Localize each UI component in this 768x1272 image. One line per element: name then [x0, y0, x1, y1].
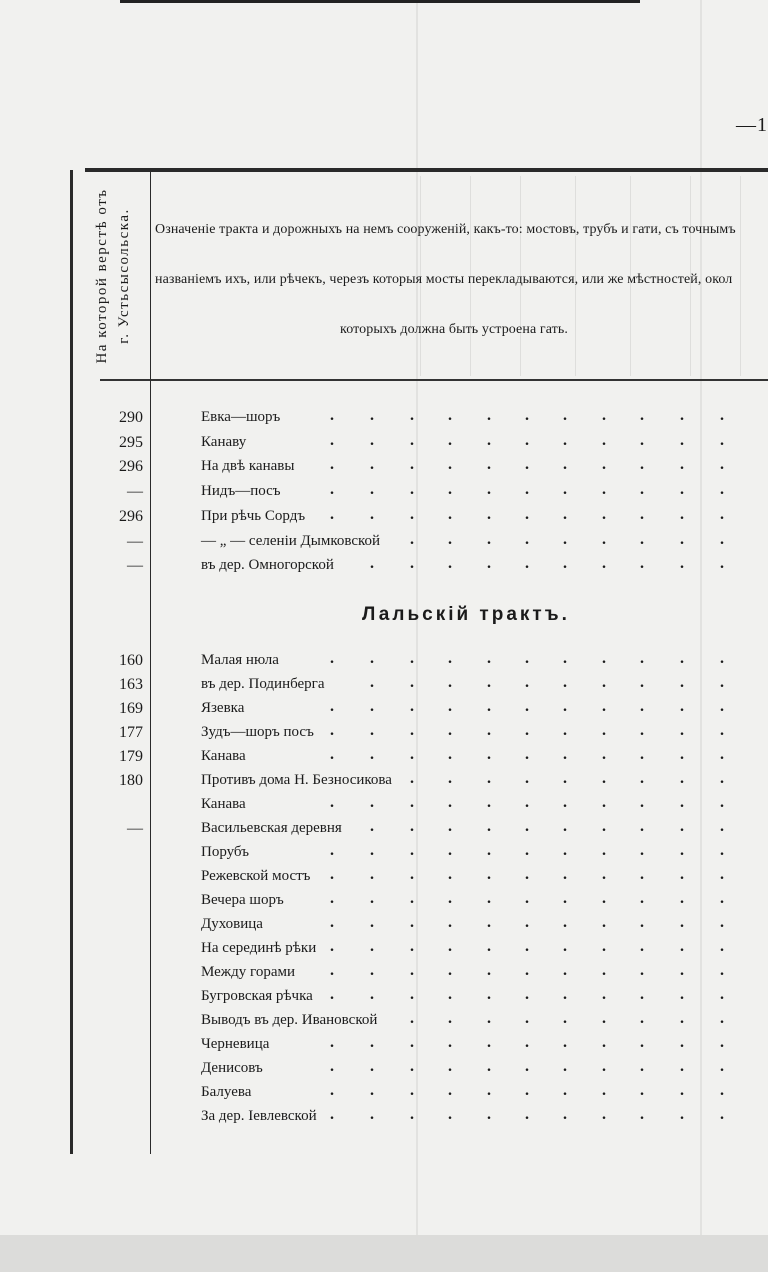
- structure-name: Евка—шоръ: [201, 409, 281, 425]
- column-header-verst: [82, 176, 144, 376]
- structure-name: На двѣ канавы: [201, 458, 295, 475]
- table-row: [0, 1012, 768, 1036]
- dot-leader: . . . . . . . . .: [410, 770, 724, 787]
- structure-name: — „ — селенiи Дымковской: [201, 532, 381, 549]
- dot-leader: . . . . . . . . . . .: [330, 407, 724, 424]
- dot-leader: . . . . . . . . . . .: [330, 842, 724, 859]
- verst-number: 290: [119, 409, 143, 426]
- table-row: [0, 483, 768, 507]
- structure-name: Режевской мостъ: [201, 868, 311, 884]
- dot-leader: . . . . . . . . .: [410, 1010, 724, 1027]
- verst-number: 295: [119, 433, 143, 451]
- structure-name: Порубъ: [201, 844, 249, 860]
- verst-number: —: [127, 557, 143, 575]
- table-row: [0, 772, 768, 796]
- verst-number: 296: [119, 507, 143, 525]
- column-header-verst-line1: На которой верстѣ отъ: [94, 188, 110, 364]
- dot-leader: . . . . . . . . .: [410, 530, 724, 548]
- table-row: [0, 940, 768, 964]
- structure-name: Канава: [201, 796, 246, 812]
- structure-name: Денисовъ: [201, 1060, 263, 1076]
- column-header-description-line3: которыхъ должна быть устроена гать.: [340, 322, 568, 337]
- table-row: [0, 505, 768, 532]
- dot-leader: . . . . . . . . . . .: [330, 481, 724, 499]
- dot-leader: . . . . . . . . . . .: [330, 431, 724, 449]
- table-row: [0, 748, 768, 772]
- dot-leader: . . . . . . . . . . .: [330, 1058, 724, 1075]
- structure-name: При рѣчь Сордъ: [201, 507, 306, 524]
- verst-number: 169: [119, 700, 143, 717]
- top-rule: [120, 0, 640, 3]
- dot-leader: . . . . . . . . . . .: [330, 505, 724, 523]
- dot-leader: . . . . . . . . . . .: [330, 456, 724, 474]
- structure-name: Черневица: [201, 1036, 270, 1052]
- verst-number: 160: [119, 652, 143, 669]
- table-row: [0, 409, 768, 433]
- verst-number: 180: [119, 772, 143, 789]
- structure-name: Язевка: [201, 700, 245, 716]
- dot-leader: . . . . . . . . . . .: [330, 962, 724, 979]
- table-row: [0, 796, 768, 820]
- table-top-rule: [85, 168, 768, 172]
- scan-bottom-margin: [0, 1235, 768, 1272]
- structure-name: На серединѣ рѣки: [201, 940, 317, 956]
- structure-name: Малая нюла: [201, 652, 279, 668]
- structure-name: Зудъ—шоръ посъ: [201, 724, 314, 740]
- table-row: [0, 964, 768, 988]
- dot-leader: . . . . . . . . . . .: [330, 1034, 724, 1051]
- table-row: [0, 892, 768, 916]
- dot-leader: . . . . . . . . . . .: [330, 698, 724, 715]
- structure-name: въ дер. Омногорской: [201, 557, 334, 574]
- verst-number: —: [127, 483, 143, 501]
- table-row: [0, 1060, 768, 1084]
- structure-name: Вечера шоръ: [201, 892, 284, 908]
- show-through-line: [740, 176, 741, 376]
- table-row: [0, 820, 768, 844]
- structure-name: Канаву: [201, 433, 247, 450]
- table-row: [0, 1084, 768, 1108]
- page-number: —1: [736, 114, 768, 136]
- table-row: [0, 844, 768, 868]
- verst-number: 179: [119, 748, 143, 765]
- section-title-lalsky-road: Лальскiй трактъ.: [362, 604, 570, 625]
- table-row: [0, 676, 768, 700]
- table-row: [0, 724, 768, 748]
- column-header-description-line2: названiемъ ихъ, или рѣчекъ, черезъ которыя мосты перекладываются, или же мѣстностей, окол: [155, 272, 733, 287]
- table-row: [0, 988, 768, 1012]
- verst-number: 296: [119, 458, 143, 476]
- dot-leader: . . . . . . . . . .: [370, 555, 724, 573]
- column-header-verst-line2: г. Устьсысольска.: [116, 208, 132, 344]
- column-header-description-line1: Означенiе тракта и дорожныхъ на немъ сооруженiй, какъ-то: мостовъ, трубъ и гати, съ точнымъ: [155, 222, 736, 237]
- structure-name: За дер. Iевлевской: [201, 1108, 317, 1124]
- dot-leader: . . . . . . . . . . .: [330, 890, 724, 907]
- table-row: [0, 916, 768, 940]
- dot-leader: . . . . . . . . . . .: [330, 914, 724, 931]
- table-row: [0, 458, 768, 482]
- dot-leader: . . . . . . . . . . .: [330, 938, 724, 955]
- dot-leader: . . . . . . . . . .: [370, 674, 724, 691]
- table-row: [0, 1036, 768, 1060]
- structure-name: Нидъ—посъ: [201, 483, 281, 500]
- dot-leader: . . . . . . . . . . .: [330, 1106, 724, 1123]
- structure-name: Бугровская рѣчка: [201, 988, 313, 1004]
- table-row: [0, 431, 768, 458]
- structure-name: Противъ дома Н. Безносикова: [201, 772, 392, 788]
- verst-number: —: [127, 532, 143, 550]
- verst-number: 163: [119, 676, 143, 693]
- structure-name: Канава: [201, 748, 246, 764]
- verst-number: 177: [119, 724, 143, 741]
- dot-leader: . . . . . . . . . . .: [330, 1082, 724, 1099]
- table-header-rule: [100, 379, 768, 381]
- structure-name: въ дер. Подинберга: [201, 676, 325, 692]
- dot-leader: . . . . . . . . . .: [370, 818, 724, 835]
- dot-leader: . . . . . . . . . . .: [330, 746, 724, 763]
- table-row: [0, 1108, 768, 1132]
- dot-leader: . . . . . . . . . . .: [330, 866, 724, 883]
- structure-name: Васильевская деревня: [201, 820, 342, 836]
- structure-name: Выводъ въ дер. Ивановской: [201, 1012, 378, 1028]
- table-row: [0, 700, 768, 724]
- dot-leader: . . . . . . . . . . .: [330, 650, 724, 667]
- table-row: [0, 652, 768, 676]
- dot-leader: . . . . . . . . . . .: [330, 722, 724, 739]
- structure-name: Балуева: [201, 1084, 252, 1100]
- table-row: [0, 557, 768, 581]
- table-row: [0, 868, 768, 892]
- structure-name: Духовица: [201, 916, 263, 932]
- table-row: [0, 530, 768, 557]
- dot-leader: . . . . . . . . . . .: [330, 794, 724, 811]
- verst-number: —: [127, 820, 143, 837]
- structure-name: Между горами: [201, 964, 295, 980]
- dot-leader: . . . . . . . . . . .: [330, 986, 724, 1003]
